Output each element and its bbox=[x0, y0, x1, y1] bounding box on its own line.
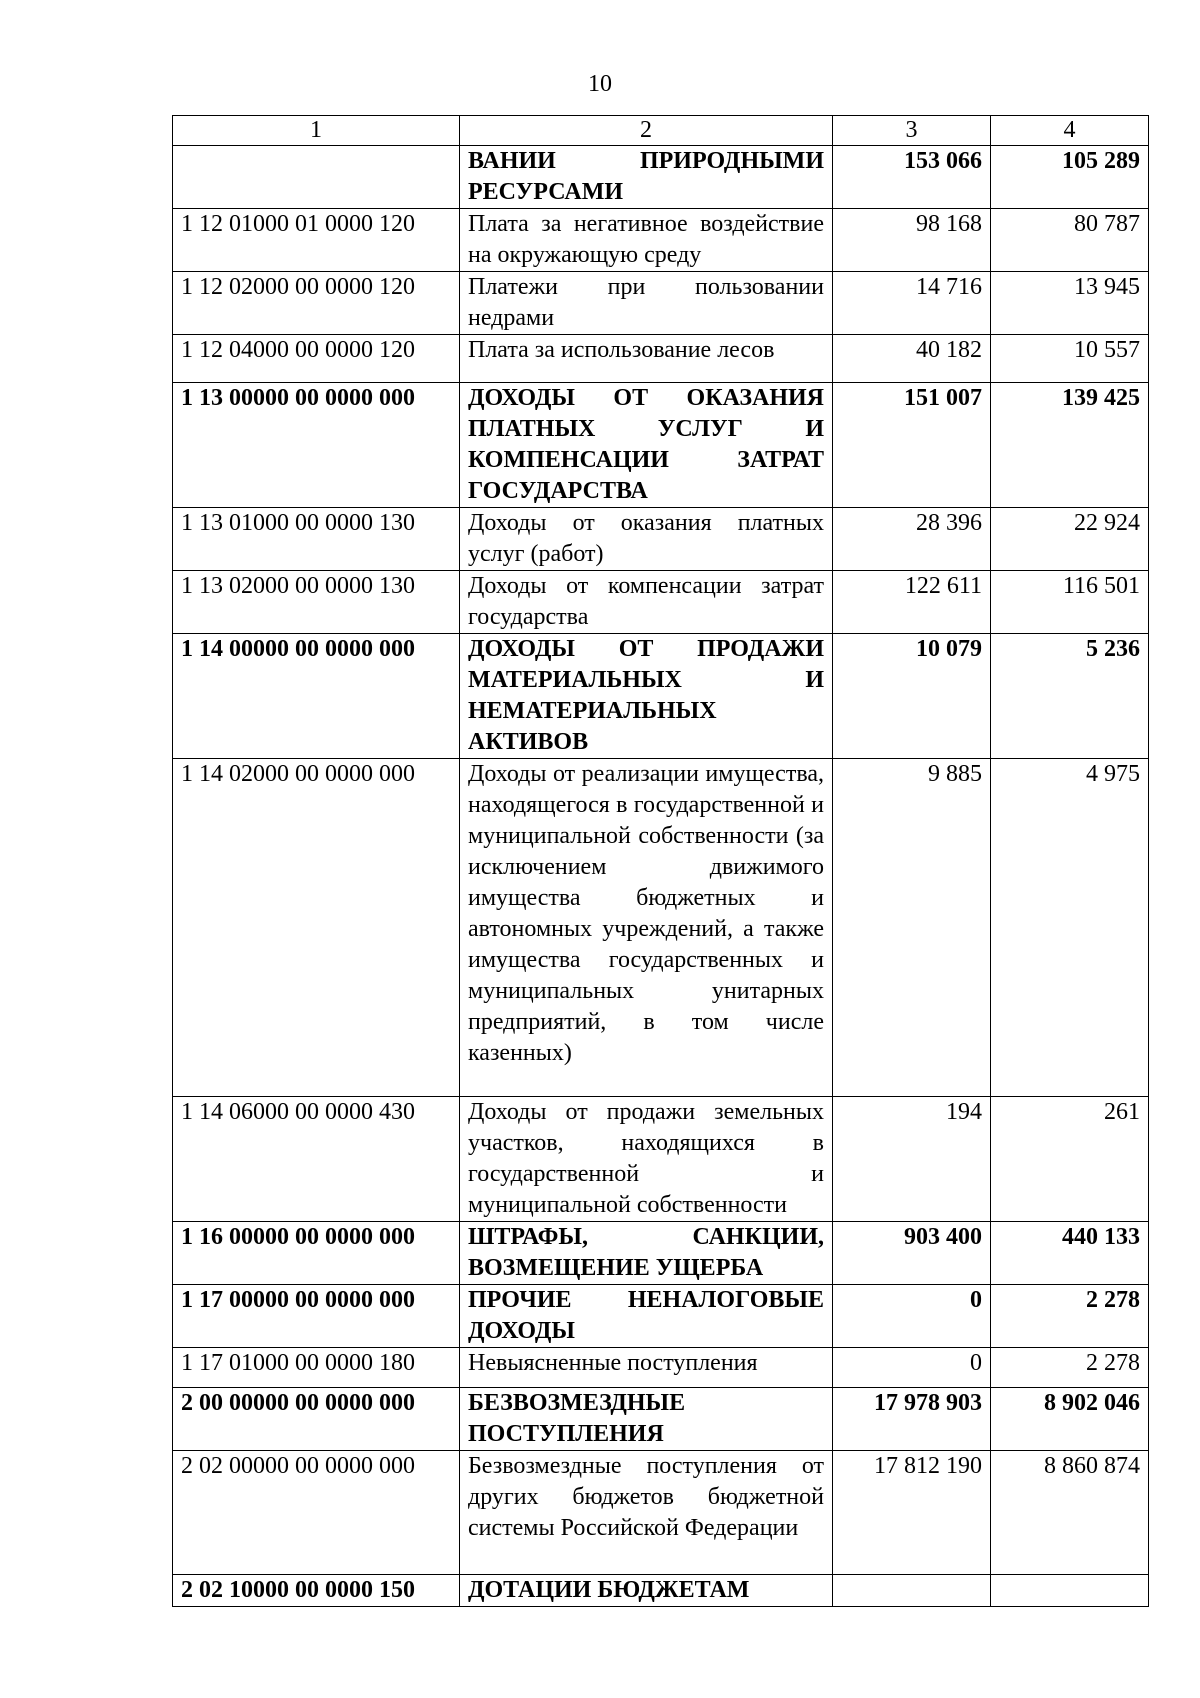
budget-code: 1 12 01000 01 0000 120 bbox=[173, 209, 460, 272]
revenue-name: ДОТАЦИИ БЮДЖЕТАМ bbox=[460, 1575, 833, 1607]
budget-code: 1 12 02000 00 0000 120 bbox=[173, 272, 460, 335]
revenue-name: Безвозмездные поступления от других бюджетов бюджетной системы Российской Федерации bbox=[460, 1451, 833, 1575]
value-col4 bbox=[991, 1575, 1149, 1607]
value-col4: 2 278 bbox=[991, 1348, 1149, 1388]
budget-code: 1 13 00000 00 0000 000 bbox=[173, 383, 460, 508]
page-number: 10 bbox=[588, 71, 612, 97]
table-row bbox=[173, 1388, 1149, 1451]
value-col4: 116 501 bbox=[991, 571, 1149, 634]
table-row bbox=[173, 1348, 1149, 1388]
revenue-name: ПРОЧИЕ НЕНАЛОГОВЫЕ ДОХОДЫ bbox=[460, 1285, 833, 1348]
revenue-name: Платежи при пользовании недрами bbox=[460, 272, 833, 335]
column-number-4: 4 bbox=[991, 116, 1149, 146]
budget-code: 1 14 06000 00 0000 430 bbox=[173, 1097, 460, 1222]
revenue-name: Невыясненные поступления bbox=[460, 1348, 833, 1388]
revenue-name: ВАНИИ ПРИРОДНЫМИ РЕСУРСАМИ bbox=[460, 146, 833, 209]
table-row bbox=[173, 508, 1149, 571]
value-col4: 5 236 bbox=[991, 634, 1149, 759]
table-row bbox=[173, 335, 1149, 383]
value-col3: 17 812 190 bbox=[833, 1451, 991, 1575]
value-col4: 8 902 046 bbox=[991, 1388, 1149, 1451]
value-col4: 105 289 bbox=[991, 146, 1149, 209]
column-number-3: 3 bbox=[833, 116, 991, 146]
value-col4: 80 787 bbox=[991, 209, 1149, 272]
table-row bbox=[173, 1451, 1149, 1575]
budget-revenue-table bbox=[172, 115, 1149, 1607]
value-col3: 0 bbox=[833, 1285, 991, 1348]
budget-code: 1 13 02000 00 0000 130 bbox=[173, 571, 460, 634]
budget-code: 1 14 00000 00 0000 000 bbox=[173, 634, 460, 759]
revenue-name: Доходы от продажи земельных участков, находящихся в государственной и муниципальной собственности bbox=[460, 1097, 833, 1222]
value-col3 bbox=[833, 1575, 991, 1607]
value-col3: 153 066 bbox=[833, 146, 991, 209]
table-row bbox=[173, 1222, 1149, 1285]
value-col4: 2 278 bbox=[991, 1285, 1149, 1348]
value-col4: 22 924 bbox=[991, 508, 1149, 571]
value-col3: 28 396 bbox=[833, 508, 991, 571]
table-row bbox=[173, 209, 1149, 272]
revenue-name: Доходы от компенсации затрат государства bbox=[460, 571, 833, 634]
table-row bbox=[173, 571, 1149, 634]
budget-code: 1 14 02000 00 0000 000 bbox=[173, 759, 460, 1097]
value-col3: 151 007 bbox=[833, 383, 991, 508]
table-header-row bbox=[173, 116, 1149, 146]
table-row bbox=[173, 634, 1149, 759]
value-col4: 8 860 874 bbox=[991, 1451, 1149, 1575]
value-col3: 40 182 bbox=[833, 335, 991, 383]
revenue-name: ШТРАФЫ, САНКЦИИ, ВОЗМЕЩЕНИЕ УЩЕРБА bbox=[460, 1222, 833, 1285]
table-row bbox=[173, 1285, 1149, 1348]
revenue-name: Доходы от реализации имущества, находящегося в государственной и муниципальной собственности (за исключением движимого имущества бюджетных и автономных учреждений, а также имущества государственных и муниципальных унитарных предприятий, в том числе казенных) bbox=[460, 759, 833, 1097]
table-row bbox=[173, 146, 1149, 209]
value-col4: 4 975 bbox=[991, 759, 1149, 1097]
value-col3: 122 611 bbox=[833, 571, 991, 634]
table-row bbox=[173, 1575, 1149, 1607]
value-col4: 440 133 bbox=[991, 1222, 1149, 1285]
revenue-name: Плата за использование лесов bbox=[460, 335, 833, 383]
value-col3: 10 079 bbox=[833, 634, 991, 759]
value-col4: 10 557 bbox=[991, 335, 1149, 383]
value-col4: 261 bbox=[991, 1097, 1149, 1222]
table-row bbox=[173, 759, 1149, 1097]
revenue-name: Плата за негативное воздействие на окружающую среду bbox=[460, 209, 833, 272]
value-col3: 9 885 bbox=[833, 759, 991, 1097]
revenue-name: БЕЗВОЗМЕЗДНЫЕ ПОСТУПЛЕНИЯ bbox=[460, 1388, 833, 1451]
budget-code: 1 16 00000 00 0000 000 bbox=[173, 1222, 460, 1285]
value-col3: 17 978 903 bbox=[833, 1388, 991, 1451]
budget-code: 1 13 01000 00 0000 130 bbox=[173, 508, 460, 571]
table-row bbox=[173, 1097, 1149, 1222]
budget-code: 2 00 00000 00 0000 000 bbox=[173, 1388, 460, 1451]
value-col3: 903 400 bbox=[833, 1222, 991, 1285]
budget-code: 2 02 10000 00 0000 150 bbox=[173, 1575, 460, 1607]
budget-code: 2 02 00000 00 0000 000 bbox=[173, 1451, 460, 1575]
value-col3: 98 168 bbox=[833, 209, 991, 272]
value-col4: 13 945 bbox=[991, 272, 1149, 335]
budget-code bbox=[173, 146, 460, 209]
budget-code: 1 17 00000 00 0000 000 bbox=[173, 1285, 460, 1348]
value-col3: 0 bbox=[833, 1348, 991, 1388]
revenue-name: ДОХОДЫ ОТ ПРОДАЖИ МАТЕРИАЛЬНЫХ И НЕМАТЕРИАЛЬНЫХ АКТИВОВ bbox=[460, 634, 833, 759]
revenue-name: ДОХОДЫ ОТ ОКАЗАНИЯ ПЛАТНЫХ УСЛУГ И КОМПЕНСАЦИИ ЗАТРАТ ГОСУДАРСТВА bbox=[460, 383, 833, 508]
revenue-name: Доходы от оказания платных услуг (работ) bbox=[460, 508, 833, 571]
value-col3: 194 bbox=[833, 1097, 991, 1222]
table-row bbox=[173, 383, 1149, 508]
value-col3: 14 716 bbox=[833, 272, 991, 335]
budget-code: 1 12 04000 00 0000 120 bbox=[173, 335, 460, 383]
column-number-2: 2 bbox=[460, 116, 833, 146]
column-number-1: 1 bbox=[173, 116, 460, 146]
value-col4: 139 425 bbox=[991, 383, 1149, 508]
budget-code: 1 17 01000 00 0000 180 bbox=[173, 1348, 460, 1388]
table-row bbox=[173, 272, 1149, 335]
